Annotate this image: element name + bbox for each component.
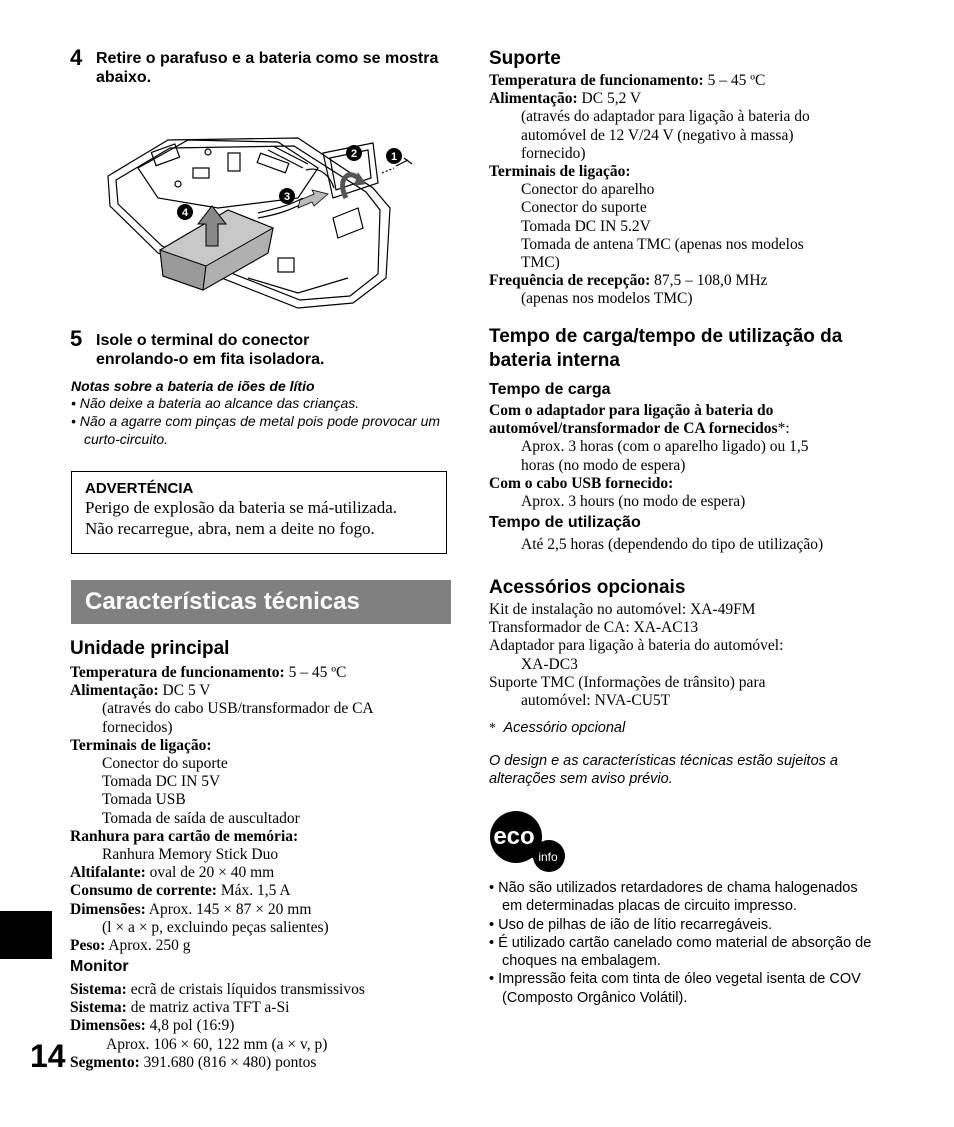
callout-2: 2 <box>350 148 358 160</box>
accessory-item: Transformador de CA: XA-AC13 <box>489 619 699 637</box>
support-heading: Suporte <box>489 48 561 69</box>
page-number: 14 <box>30 1038 66 1074</box>
main-unit-heading: Unidade principal <box>70 638 230 659</box>
warning-title: ADVERTÉNCIA <box>85 480 194 497</box>
step-4-text: Retire o parafuso e a bateria como se mostra abaixo. <box>96 50 439 86</box>
spec-value: Aprox. 145 × 87 × 20 mm <box>145 900 312 918</box>
spec-label: Terminais de ligação: <box>70 736 212 754</box>
support-specs <box>489 47 889 309</box>
battery-removal-illustration <box>98 128 433 313</box>
warning-line-2: Não recarregue, abra, nem a deite no fogo. <box>85 519 375 538</box>
main-unit-specs <box>70 637 452 955</box>
spec-value: oval de 20 × 40 mm <box>145 864 275 882</box>
disclaimer: O design e as características técnicas estão sujeitos a alterações sem aviso prévio. <box>489 753 838 787</box>
spec-note: fornecido) <box>521 144 586 162</box>
spec-label: Alimentação: <box>489 90 578 108</box>
list-item: • Não são utilizados retardadores de chama halogenados em determinadas placas de circuito impresso. <box>489 880 858 915</box>
spec-label: Segmento: <box>70 1053 140 1071</box>
spec-note: Aprox. 106 × 60, 122 mm (a × v, p) <box>106 1035 328 1053</box>
footnote <box>489 719 889 737</box>
spec-label: Peso: <box>70 937 106 955</box>
charge-heading: Tempo de carga/tempo de utilização da <box>489 326 843 347</box>
step-4-number: 4 <box>70 45 83 70</box>
spec-label: Altifalante: <box>70 864 146 882</box>
charge-section <box>489 325 889 554</box>
spec-value: de matriz activa TFT a-Si <box>126 999 290 1017</box>
spec-label: Ranhura para cartão de memória: <box>70 827 299 845</box>
spec-value: 87,5 – 108,0 MHz <box>650 272 768 290</box>
notes-title: Notas sobre a bateria de iões de lítio <box>71 378 315 394</box>
terminal-item: Tomada DC IN 5.2V <box>521 217 651 235</box>
warning-box <box>71 471 447 554</box>
terminal-item: TMC) <box>521 254 560 272</box>
warning-line-1: Perigo de explosão da bateria se má-utilizada. <box>85 498 398 517</box>
spec-value: Até 2,5 horas (dependendo do tipo de utilização) <box>521 536 824 554</box>
spec-label: Dimensões: <box>70 1017 146 1035</box>
spec-label: Sistema: <box>70 981 127 998</box>
spec-note: automóvel de 12 V/24 V (negativo à massa) <box>521 126 794 144</box>
step-5-text: Isole o terminal do conector enrolando-o em fita isoladora. <box>96 332 325 368</box>
terminal-item: Conector do suporte <box>521 199 647 217</box>
notes-item: • Não a agarre com pinças de metal pois pode provocar um curto-circuito. <box>71 413 441 447</box>
terminal-item: Conector do suporte <box>102 755 228 773</box>
spec-value: 4,8 pol (16:9) <box>145 1017 235 1035</box>
spec-value: ecrã de cristais líquidos transmissivos <box>126 981 365 998</box>
footnote-text: Acessório opcional <box>503 720 626 737</box>
spec-note: (l × a × p, excluindo peças salientes) <box>102 918 329 936</box>
step-5-number: 5 <box>70 326 83 351</box>
battery-notes <box>71 378 451 448</box>
terminal-item: Conector do aparelho <box>521 181 655 199</box>
spec-label: Dimensões: <box>70 900 146 918</box>
terminal-item: Tomada de antena TMC (apenas nos modelos <box>521 235 804 253</box>
footnote-ref: *: <box>777 420 790 438</box>
spec-note: (através do adaptador para ligação à bateria do <box>521 108 810 126</box>
spec-value: Máx. 1,5 A <box>216 882 291 900</box>
spec-label: Com o cabo USB fornecido: <box>489 474 674 492</box>
terminal-item: Tomada USB <box>102 791 186 809</box>
monitor-heading: Monitor <box>70 958 129 975</box>
spec-value: 5 – 45 ºC <box>284 664 347 681</box>
accessory-item-cont: XA-DC3 <box>521 655 578 673</box>
spec-label: Temperatura de funcionamento: <box>489 72 704 89</box>
spec-value: 5 – 45 ºC <box>703 72 766 89</box>
spec-label: Terminais de ligação: <box>489 163 631 181</box>
accessory-item: Adaptador para ligação à bateria do automóvel: <box>489 637 784 655</box>
section-title: Características técnicas <box>71 580 451 624</box>
use-time-heading: Tempo de utilização <box>489 514 641 532</box>
spec-value: Ranhura Memory Stick Duo <box>102 846 279 864</box>
list-item: • É utilizado cartão canelado como material de absorção de choques na embalagem. <box>489 934 872 970</box>
notes-item: • Não deixe a bateria ao alcance das crianças. <box>71 395 360 411</box>
terminal-item: Tomada de saída de auscultador <box>102 809 300 827</box>
charge-time-heading: Tempo de carga <box>489 381 611 398</box>
spec-value: DC 5 V <box>158 682 211 700</box>
spec-note: (apenas nos modelos TMC) <box>521 290 693 308</box>
accessories-section <box>489 576 889 737</box>
footnote-mark: * <box>489 721 496 737</box>
accessories-heading: Acessórios opcionais <box>489 577 686 598</box>
spec-note: (através do cabo USB/transformador de CA <box>102 700 374 718</box>
spec-note: fornecidos) <box>102 718 173 736</box>
list-item: • Uso de pilhas de ião de lítio recarregáveis. <box>489 916 773 933</box>
eco-logo-text: eco <box>493 823 535 850</box>
spec-value: Aprox. 3 horas (com o aparelho ligado) ou 1,5 <box>521 438 809 456</box>
terminal-item: Tomada DC IN 5V <box>102 773 221 791</box>
spec-label: Alimentação: <box>70 682 159 700</box>
list-item: • Impressão feita com tinta de óleo vegetal isenta de COV (Composto Orgânico Volátil). <box>489 971 861 1006</box>
accessory-item: Suporte TMC (Informações de trânsito) para <box>489 673 766 691</box>
page-edge-tab <box>0 911 52 959</box>
accessory-item-cont: automóvel: NVA-CU5T <box>521 692 671 710</box>
spec-value: Aprox. 250 g <box>105 937 191 955</box>
spec-label: Temperatura de funcionamento: <box>70 664 285 681</box>
spec-label: Frequência de recepção: <box>489 272 651 290</box>
spec-label: Com o adaptador para ligação à bateria do <box>489 402 774 419</box>
eco-info-logo <box>489 810 567 874</box>
spec-value: DC 5,2 V <box>577 90 642 108</box>
eco-logo-subtext: info <box>538 850 558 864</box>
spec-label: automóvel/transformador de CA fornecidos <box>489 420 778 438</box>
callout-1: 1 <box>390 151 398 163</box>
spec-label: Consumo de corrente: <box>70 882 217 900</box>
eco-list <box>489 879 874 1007</box>
callout-4: 4 <box>181 207 189 219</box>
monitor-specs <box>70 957 452 1072</box>
accessory-item: Kit de instalação no automóvel: XA-49FM <box>489 601 756 618</box>
spec-value: horas (no modo de espera) <box>521 456 686 474</box>
spec-label: Sistema: <box>70 999 127 1017</box>
charge-heading-cont: bateria interna <box>489 350 620 371</box>
callout-3: 3 <box>283 191 291 203</box>
spec-value: 391.680 (816 × 480) pontos <box>139 1053 317 1071</box>
spec-value: Aprox. 3 hours (no modo de espera) <box>521 493 746 511</box>
